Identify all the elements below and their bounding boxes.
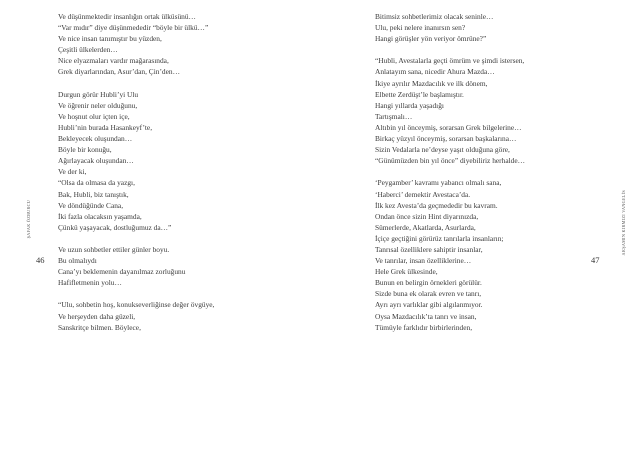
verse-line: ‘Peygamber’ kavramı yabancı olmalı sana, — [375, 178, 502, 188]
verse-line: Sizin Vedalarla ne’deyse yaşıt olduğuna göre, — [375, 145, 510, 155]
verse-line: Anlatayım sana, nicedir Ahura Mazda… — [375, 67, 495, 77]
verse-line: Oysa Mazdacılık’ta tanrı ve insan, — [375, 311, 477, 321]
verse-line: Ve hoşnut olur içten içe, — [58, 111, 130, 121]
author-running-head: ŞAFAK ÖZBURCU — [26, 200, 31, 239]
stanza — [375, 11, 613, 44]
verse-line: Elbette Zerdüşt’le başlamıştır. — [375, 89, 464, 99]
verse-line: Hubli’nin burada Hasankeyf’te, — [58, 122, 153, 132]
verse-line: Ve nice insan tanımıştır bu yüzden, — [58, 34, 162, 44]
verse-line: Çünkü yaşayacak, dostluğumuz da…” — [58, 222, 172, 232]
poem-column-left — [58, 11, 310, 344]
verse-line: Ulu, peki nelere inanırsın sen? — [375, 23, 466, 33]
stanza — [58, 299, 310, 332]
verse-line: “Var mıdır” diye düşünmededir “böyle bir ülkü…” — [58, 23, 209, 33]
page-number-right: 47 — [591, 255, 600, 265]
verse-line: Ayrı ayrı varlıklar gibi algılanmıyor. — [375, 300, 483, 310]
verse-line: “Ulu, sohbetin hoş, konukseverliğinse değer övgüye, — [58, 300, 215, 310]
verse-line: Ve döndüğünde Cana, — [58, 200, 124, 210]
verse-line: Bitimsiz sohbetlerimiz olacak seninle… — [375, 12, 494, 21]
right-page — [319, 0, 638, 461]
verse-line: Ağırlayacak oluşundan… — [58, 156, 134, 166]
stanza — [58, 89, 310, 233]
verse-line: Cana’yı beklemenin dayanılmaz zorluğunu — [58, 267, 186, 277]
poem-column-right — [375, 11, 613, 344]
verse-line: Nice elyazmaları vardır mağarasında, — [58, 56, 169, 66]
verse-line: “Olsa da olmasa da yazgı, — [58, 178, 135, 188]
stanza — [375, 177, 613, 332]
verse-line: Bunun en belirgin örnekleri görülür. — [375, 278, 482, 288]
verse-line: Altıbin yıl önceymiş, sorarsan Grek bilgelerine… — [375, 122, 522, 132]
verse-line: “Günümüzden bin yıl önce” diyebiliriz herhalde… — [375, 156, 526, 166]
verse-line: Hafifletmenin yolu… — [58, 278, 122, 288]
verse-line: Böyle bir konuğu, — [58, 145, 112, 155]
verse-line: İkiye ayrılır Mazdacılık ve ilk dönem, — [375, 78, 488, 88]
verse-line: Grek diyarlarından, Asur’dan, Çin’den… — [58, 67, 180, 77]
title-running-head: AKŞAMIN KIRMIZI VANGELİS — [621, 190, 626, 256]
verse-line: “Hubli, Avestalarla geçti ömrüm ve şimdi istersen, — [375, 56, 525, 66]
verse-line: Ve uzun sohbetler ettiler günler boyu. — [58, 244, 170, 254]
verse-line: İki fazla olacaksın yaşamda, — [58, 211, 142, 221]
verse-line: Tartışmalı… — [375, 111, 413, 121]
verse-line: İlk kez Avesta’da geçmededir bu kavram. — [375, 200, 498, 210]
verse-line: Hele Grek ülkesinde, — [375, 267, 438, 277]
verse-line: Ve tanrılar, insan özelliklerine… — [375, 256, 472, 266]
verse-line: ‘Haberci’ demektir Avestaca’da. — [375, 189, 471, 199]
stanza — [375, 55, 613, 166]
stanza — [58, 11, 310, 78]
verse-line: İçiçe geçtiğini görürüz tanrılarla insanların; — [375, 233, 504, 243]
verse-line: Hangi görüşler yön veriyor ömrüne?” — [375, 34, 487, 44]
verse-line: Tümüyle farklıdır birbirlerinden, — [375, 322, 473, 332]
page-number-left: 46 — [36, 255, 45, 265]
verse-line: Birkaç yüzyıl önceymiş, sorarsan başkalarına… — [375, 134, 517, 144]
verse-line: Çeşitli ülkelerden… — [58, 45, 118, 55]
stanza — [58, 244, 310, 288]
verse-line: Ondan önce sizin Hint diyarınızda, — [375, 211, 479, 221]
verse-line: Ve der ki, — [58, 167, 87, 177]
verse-line: Ve düşünmektedir insanlığın ortak ülküsünü… — [58, 12, 196, 21]
verse-line: Tanrısal özelliklere sahiptir insanlar, — [375, 244, 483, 254]
verse-line: Sümerlerde, Akatlarda, Asurlarda, — [375, 222, 476, 232]
verse-line: Bu olmalıydı — [58, 256, 97, 266]
verse-line: Durgun görür Hubli’yi Ulu — [58, 89, 139, 99]
verse-line: Bak, Hubli, biz tanıştık, — [58, 189, 129, 199]
verse-line: Ve herşeyden daha güzeli, — [58, 311, 136, 321]
verse-line: Bekleyecek oluşundan… — [58, 134, 133, 144]
verse-line: Sizde buna ek olarak evren ve tanrı, — [375, 289, 482, 299]
verse-line: Ve öğrenir neler olduğunu, — [58, 100, 138, 110]
verse-line: Sanskritçe bilmen. Böylece, — [58, 322, 141, 332]
verse-line: Hangi yıllarda yaşadığı — [375, 100, 444, 110]
